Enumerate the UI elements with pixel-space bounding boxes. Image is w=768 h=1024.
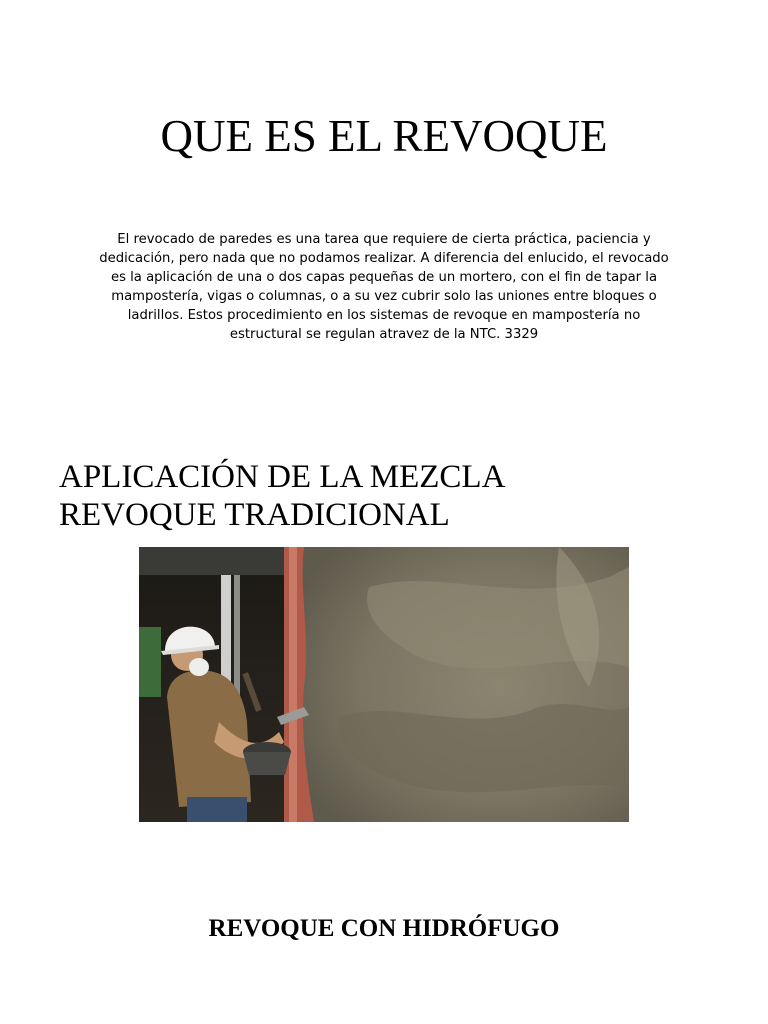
bottom-heading: REVOQUE CON HIDRÓFUGO (208, 915, 560, 942)
page-title: QUE ES EL REVOQUE (160, 111, 608, 161)
section-heading-line-2: REVOQUE TRADICIONAL (59, 497, 450, 533)
plastering-photo (139, 547, 629, 822)
intro-paragraph: El revocado de paredes es una tarea que requiere de cierta práctica, paciencia y dedicación, pero nada que no podamos realizar. A diferencia del enlucido, el revocado es la aplicación de una o dos capas pequeñas de un mortero, con el fin de tapar la mampostería, vigas o columnas, o a su vez cubrir solo las uniones entre bloques o ladrillos. Estos procedimiento en los sistemas de revoque en mampostería no estructural se regulan atravez de la NTC. 3329 (99, 232, 669, 342)
section-heading (59, 458, 659, 534)
section-heading-line-1: APLICACIÓN DE LA MEZCLA (59, 459, 506, 495)
